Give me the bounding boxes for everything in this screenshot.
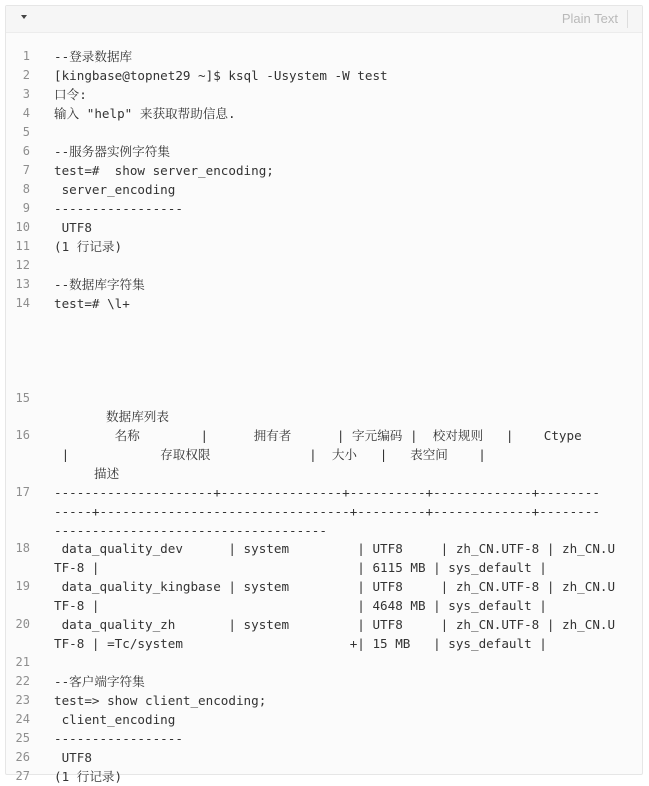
table-header: 名称 | 拥有者 | 字元编码 | 校对规则 | Ctype	[54, 428, 582, 443]
line-text: -----------------	[54, 731, 183, 746]
line-text: (1 行记录)	[54, 239, 123, 254]
line-number: 26	[15, 750, 30, 764]
line-number: 18	[15, 541, 30, 555]
line-number: 16	[15, 428, 30, 442]
line-text: TF-8 | =Tc/system +| 15 MB | sys_default |	[54, 636, 547, 651]
code-line	[6, 748, 642, 767]
table-row	[6, 539, 642, 577]
code-line	[6, 218, 642, 237]
code-line	[6, 426, 642, 445]
code-line	[6, 294, 642, 313]
code-line	[6, 445, 642, 464]
line-number: 3	[22, 87, 30, 101]
code-line	[6, 256, 642, 275]
code-line	[6, 275, 642, 294]
line-number: 13	[15, 277, 30, 291]
code-line	[6, 313, 642, 408]
code-line	[6, 66, 642, 85]
code-line	[6, 672, 642, 691]
line-text: data_quality_kingbase | system | UTF8 | zh_CN.UTF-8 | zh_CN.U	[54, 579, 616, 594]
line-text: UTF8	[54, 750, 92, 765]
line-text: client_encoding	[54, 712, 176, 727]
line-number: 4	[22, 106, 30, 120]
table-title: 数据库列表	[106, 409, 169, 424]
chevron-down-icon[interactable]	[21, 15, 27, 19]
code-line	[6, 47, 642, 66]
line-text: server_encoding	[54, 182, 176, 197]
code-line	[6, 729, 642, 748]
line-number: 19	[15, 579, 30, 593]
code-line	[6, 142, 642, 161]
table-header: | 存取权限 | 大小 | 表空间 |	[54, 447, 486, 462]
line-number: 11	[15, 239, 30, 253]
line-number: 2	[22, 68, 30, 82]
line-text: test=# \l+	[54, 296, 130, 311]
code-block	[5, 5, 643, 784]
code-block-toolbar	[6, 6, 642, 33]
line-number: 17	[15, 485, 30, 499]
code-line	[6, 408, 642, 426]
line-number: 8	[22, 182, 30, 196]
line-text: 口令:	[54, 87, 87, 102]
line-text: --服务器实例字符集	[54, 144, 170, 159]
line-text: --数据库字符集	[54, 277, 145, 292]
code-line	[6, 767, 642, 786]
code-line	[6, 483, 642, 539]
line-text: TF-8 | | 6115 MB | sys_default |	[54, 560, 547, 575]
line-number: 24	[15, 712, 30, 726]
code-line	[6, 237, 642, 256]
line-text: ---------------------+----------------+----------+-------------+--------	[54, 485, 600, 500]
line-number: 12	[15, 258, 30, 272]
table-row	[6, 615, 642, 653]
line-text: UTF8	[54, 220, 92, 235]
code-line	[6, 691, 642, 710]
line-text: 输入 "help" 来获取帮助信息.	[54, 106, 236, 121]
line-number: 10	[15, 220, 30, 234]
code-line	[6, 180, 642, 199]
line-text: --登录数据库	[54, 49, 133, 64]
line-number: 9	[22, 201, 30, 215]
code-line	[6, 161, 642, 180]
code-line	[6, 85, 642, 104]
line-text: test=> show client_encoding;	[54, 693, 267, 708]
line-text: [kingbase@topnet29 ~]$ ksql -Usystem -W test	[54, 68, 388, 83]
code-line	[6, 199, 642, 218]
line-text: --客户端字符集	[54, 674, 145, 689]
code-line	[6, 653, 642, 672]
line-text: ------------------------------------	[54, 523, 327, 538]
line-number: 6	[22, 144, 30, 158]
line-number: 20	[15, 617, 30, 631]
line-text: test=# show server_encoding;	[54, 163, 274, 178]
line-text: data_quality_dev | system | UTF8 | zh_CN.UTF-8 | zh_CN.U	[54, 541, 616, 556]
code-line	[6, 104, 642, 123]
line-number: 27	[15, 769, 30, 783]
line-number: 21	[15, 655, 30, 669]
line-text: data_quality_zh | system | UTF8 | zh_CN.UTF-8 | zh_CN.U	[54, 617, 616, 632]
line-number: 5	[22, 125, 30, 139]
line-number: 25	[15, 731, 30, 745]
language-selector[interactable]: Plain Text	[562, 10, 628, 28]
line-number: 7	[22, 163, 30, 177]
code-line	[6, 123, 642, 142]
code-content	[6, 47, 642, 786]
table-header: 描述	[94, 466, 120, 481]
code-line	[6, 464, 642, 483]
line-number: 22	[15, 674, 30, 688]
line-number: 14	[15, 296, 30, 310]
table-row	[6, 577, 642, 615]
line-text: -----+---------------------------------+---------+-------------+--------	[54, 504, 600, 519]
line-number: 1	[22, 49, 30, 63]
line-text: -----------------	[54, 201, 183, 216]
line-text: (1 行记录)	[54, 769, 123, 784]
line-number: 23	[15, 693, 30, 707]
code-line	[6, 710, 642, 729]
line-number: 15	[15, 391, 30, 405]
line-text: TF-8 | | 4648 MB | sys_default |	[54, 598, 547, 613]
